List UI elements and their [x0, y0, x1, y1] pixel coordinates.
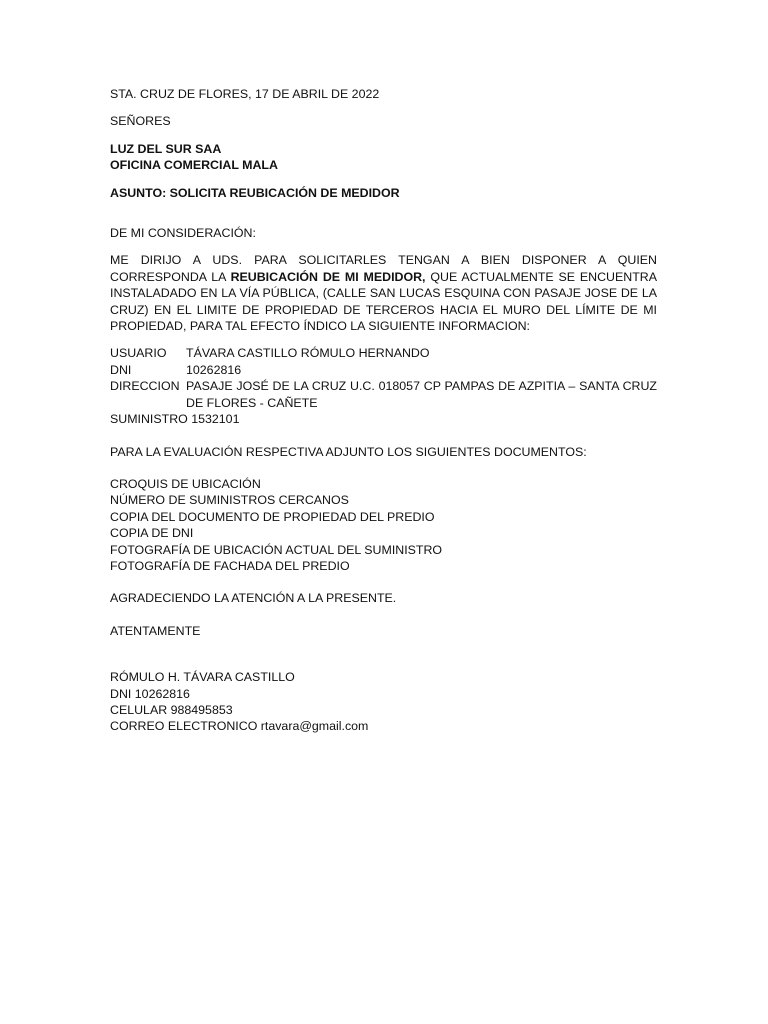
recipient-company: LUZ DEL SUR SAA — [110, 141, 222, 156]
attachments-intro: PARA LA EVALUACIÓN RESPECTIVA ADJUNTO LOS SIGUIENTES DOCUMENTOS: — [110, 444, 587, 459]
signature-email: CORREO ELECTRONICO rtavara@gmail.com — [110, 719, 369, 734]
signature-dni: DNI 10262816 — [110, 686, 190, 701]
attachments-list — [110, 476, 657, 574]
signature-block — [110, 669, 657, 735]
dni-value: 10262816 — [186, 362, 242, 377]
list-item: CROQUIS DE UBICACIÓN — [110, 476, 261, 491]
body-paragraph — [110, 252, 657, 334]
usuario-label: USUARIO — [110, 346, 167, 361]
list-item: FOTOGRAFÍA DE UBICACIÓN ACTUAL DEL SUMINISTRO — [110, 542, 443, 557]
body-part-1: ME DIRIJO A UDS. PARA SOLICITARLES TENGAN A BIEN DISPONER A QUIEN CORRESPONDA LA — [110, 253, 657, 284]
usuario-value: TÁVARA CASTILLO RÓMULO HERNANDO — [186, 346, 430, 361]
place-date: STA. CRUZ DE FLORES, 17 DE ABRIL DE 2022 — [110, 87, 380, 101]
list-item: COPIA DE DNI — [110, 526, 194, 541]
suministro-line: SUMINISTRO 1532101 — [110, 412, 240, 427]
thanks-line: AGRADECIENDO LA ATENCIÓN A LA PRESENTE. — [110, 591, 397, 606]
recipient-office: OFICINA COMERCIAL MALA — [110, 158, 278, 173]
greeting: DE MI CONSIDERACIÓN: — [110, 226, 256, 241]
list-item: FOTOGRAFÍA DE FACHADA DEL PREDIO — [110, 558, 350, 573]
salutation-to: SEÑORES — [110, 114, 171, 129]
list-item: NÚMERO DE SUMINISTROS CERCANOS — [110, 493, 349, 508]
direccion-value: PASAJE JOSÉ DE LA CRUZ U.C. 018057 CP PAMPAS DE AZPITIA – SANTA CRUZ DE FLORES - CAÑETE — [186, 379, 657, 410]
body-part-2-bold: REUBICACIÓN DE MI MEDIDOR, — [230, 269, 426, 284]
info-row-dni — [110, 362, 657, 378]
signature-phone: CELULAR 988495853 — [110, 702, 233, 717]
dni-label: DNI — [110, 362, 132, 377]
list-item: COPIA DEL DOCUMENTO DE PROPIEDAD DEL PREDIO — [110, 509, 435, 524]
closing-line: ATENTAMENTE — [110, 623, 201, 638]
info-row-direccion — [110, 378, 657, 411]
letter-page — [110, 86, 657, 735]
direccion-label: DIRECCION — [110, 379, 180, 394]
info-row-usuario — [110, 345, 657, 361]
signature-name: RÓMULO H. TÁVARA CASTILLO — [110, 670, 295, 685]
subject-line: ASUNTO: SOLICITA REUBICACIÓN DE MEDIDOR — [110, 185, 400, 200]
body-part-3: QUE ACTUALMENTE SE ENCUENTRA INSTALADADO EN LA VÍA PÚBLICA, (CALLE SAN LUCAS ESQUINA CON PASAJE JOSE DE LA CRUZ) EN EL LIMITE DE PROPIEDAD DE TERCEROS HACIA EL MURO DEL LÍMITE DE MI PROPIEDAD, PARA TAL EFECTO ÍNDICO LA SIGUIENTE INFORMACION: — [110, 269, 657, 334]
